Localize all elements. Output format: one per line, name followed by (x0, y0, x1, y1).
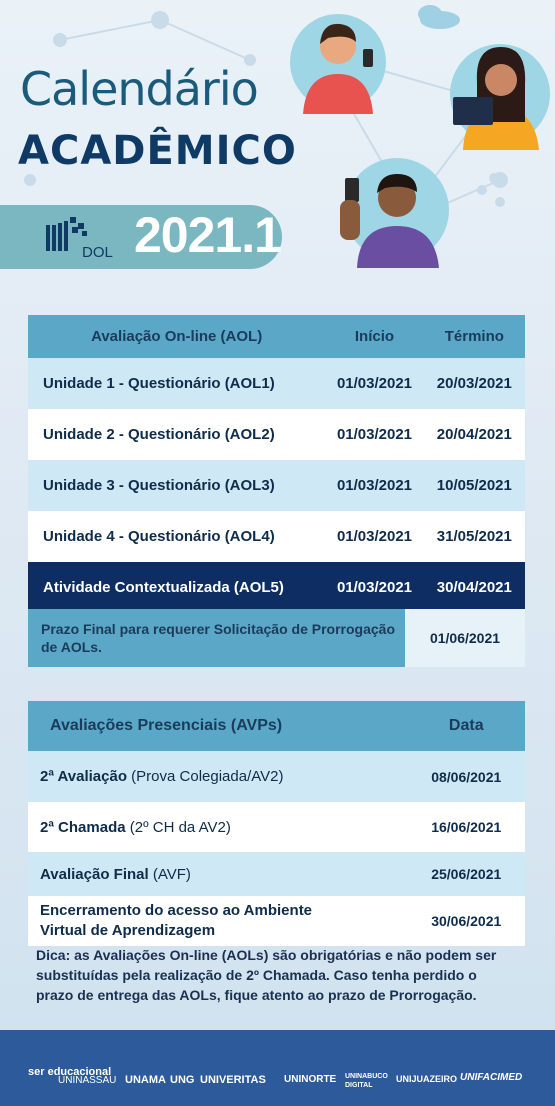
page-title-line2: ACADÊMICO (18, 128, 297, 174)
footer-brands (0, 1030, 555, 1106)
extension-deadline-box (28, 609, 525, 667)
table-row (28, 511, 525, 562)
row-end: 20/04/2021 (424, 409, 525, 460)
extension-deadline-date: 01/06/2021 (405, 609, 525, 667)
row-name: Unidade 2 - Questionário (AOL2) (28, 409, 325, 460)
brand-logo: UNIFACIMED (460, 1072, 523, 1083)
row-date: 16/06/2021 (408, 802, 525, 852)
row-start: 01/03/2021 (325, 460, 423, 511)
dol-logo-text: DOL (82, 244, 113, 261)
brand-logo: UNAMA (125, 1074, 166, 1086)
table-row (28, 358, 525, 409)
woman-laptop-illustration (445, 32, 550, 150)
row-name-bold: 2ª Chamada (40, 818, 126, 836)
brand-logo: UNINORTE (284, 1074, 337, 1085)
row-start: 01/03/2021 (325, 409, 423, 460)
brand-logo: UNIJUAZEIRO (396, 1074, 458, 1084)
aol-table (28, 315, 525, 612)
brand-logo: UNINABUCO DIGITAL (345, 1073, 388, 1089)
column-header-end: Término (424, 315, 525, 358)
row-end: 30/04/2021 (424, 562, 525, 612)
table-row (28, 460, 525, 511)
row-end: 31/05/2021 (424, 511, 525, 562)
man-phone-illustration-2 (335, 148, 450, 268)
column-header-date: Data (408, 701, 525, 751)
row-name-rest: (AVF) (148, 865, 191, 883)
row-start: 01/03/2021 (325, 562, 423, 612)
row-name-bold: Avaliação Final (40, 865, 149, 883)
table-row (28, 751, 525, 802)
row-end: 10/05/2021 (424, 460, 525, 511)
row-name-rest: (Prova Colegiada/AV2) (127, 768, 284, 785)
row-name-bold: 2ª Avaliação (40, 768, 127, 785)
table-row-highlight (28, 562, 525, 612)
table-row (28, 896, 525, 946)
row-start: 01/03/2021 (325, 358, 423, 409)
table-header-row (28, 315, 525, 358)
row-name (28, 852, 408, 896)
row-date: 25/06/2021 (408, 852, 525, 896)
column-header-aol: Avaliação On-line (AOL) (28, 315, 325, 358)
brand-logo: ser educacional (28, 1066, 112, 1078)
man-phone-illustration (288, 4, 388, 114)
period-label: 2021.1 (134, 207, 281, 263)
tip-text: Dica: as Avaliações On-line (AOLs) são obrigatórias e não podem ser substituídas pela realização de 2º Chamada. Caso tenha perdido o prazo de entrega das AOLs, fique atento ao prazo de Prorrogação. (36, 947, 497, 1003)
page-title-line1: Calendário (20, 62, 258, 116)
table-header-row (28, 701, 525, 751)
table-row (28, 802, 525, 852)
row-date: 30/06/2021 (408, 896, 525, 946)
table-row (28, 852, 525, 896)
row-name-bold: Encerramento do acesso ao Ambiente Virtual de Aprendizagem (40, 902, 313, 939)
column-header-avp: Avaliações Presenciais (AVPs) (28, 701, 408, 751)
row-date: 08/06/2021 (408, 751, 525, 802)
row-name: Unidade 4 - Questionário (AOL4) (28, 511, 325, 562)
row-end: 20/03/2021 (424, 358, 525, 409)
brand-logo: UNINASSAU (58, 1075, 117, 1086)
row-name: Unidade 3 - Questionário (AOL3) (28, 460, 325, 511)
brand-logo: UNG (170, 1074, 195, 1086)
row-name (28, 896, 408, 946)
cloud-icon (418, 5, 460, 29)
table-row (28, 409, 525, 460)
avp-table (28, 701, 525, 946)
brand-logo: UNIVERITAS (200, 1074, 266, 1086)
extension-deadline-label: Prazo Final para requerer Solicitação de Prorrogação de AOLs. (28, 609, 405, 667)
row-name: Unidade 1 - Questionário (AOL1) (28, 358, 325, 409)
row-start: 01/03/2021 (325, 511, 423, 562)
row-name (28, 751, 408, 802)
row-name-rest: (2º CH da AV2) (125, 818, 231, 836)
row-name: Atividade Contextualizada (AOL5) (28, 562, 325, 612)
column-header-start: Início (325, 315, 423, 358)
row-name (28, 802, 408, 852)
